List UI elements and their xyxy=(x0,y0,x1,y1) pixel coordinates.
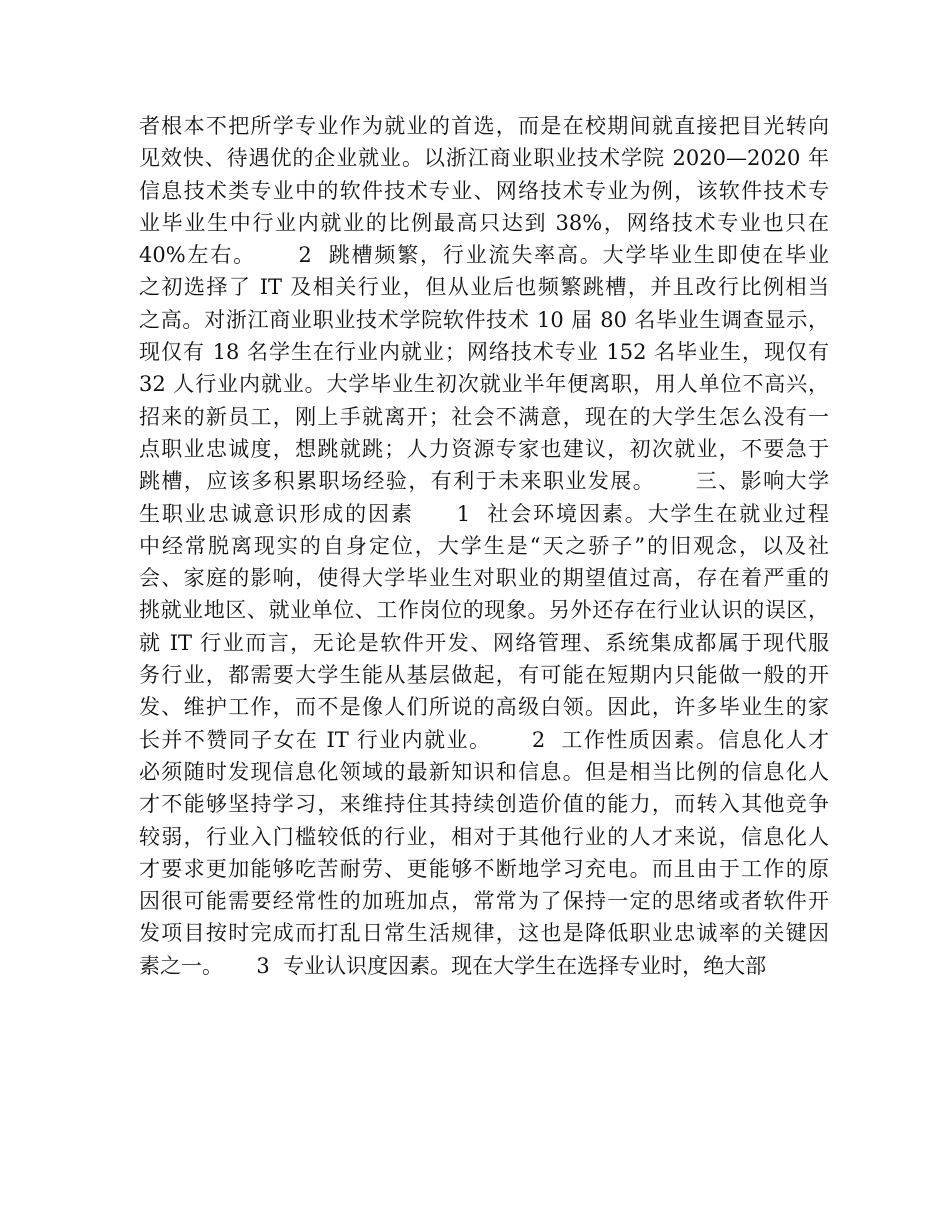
text-line: 因很可能需要经常性的加班加点，常常为了保持一定的思绪或者软件开 xyxy=(139,889,829,914)
text-line: 见效快、待遇优的企业就业。以浙江商业职业技术学院 2020—2020 年 xyxy=(139,146,829,171)
text-line: 素之一。 3 专业认识度因素。现在大学生在选择专业时，绝大部 xyxy=(139,953,767,978)
text-line: 中经常脱离现实的自身定位，大学生是“天之骄子”的旧观念，以及社 xyxy=(139,533,829,558)
text-line: 才要求更加能够吃苦耐劳、更能够不断地学习充电。而且由于工作的原 xyxy=(139,856,829,881)
text-line: 就 IT 行业而言，无论是软件开发、网络管理、系统集成都属于现代服 xyxy=(139,630,829,655)
text-line: 生职业忠诚意识形成的因素 1 社会环境因素。大学生在就业过程 xyxy=(139,501,829,526)
text-line: 会、家庭的影响，使得大学毕业生对职业的期望值过高，存在着严重的 xyxy=(139,566,829,591)
text-line: 发、维护工作，而不是像人们所说的高级白领。因此，许多毕业生的家 xyxy=(139,695,829,720)
text-line: 之初选择了 IT 及相关行业，但从业后也频繁跳槽，并且改行比例相当 xyxy=(139,275,829,300)
text-line: 必须随时发现信息化领域的最新知识和信息。但是相当比例的信息化人 xyxy=(139,759,829,784)
text-line: 发项目按时完成而打乱日常生活规律，这也是降低职业忠诚率的关键因 xyxy=(139,921,829,946)
text-line: 务行业，都需要大学生能从基层做起，有可能在短期内只能做一般的开 xyxy=(139,663,829,688)
text-line: 之高。对浙江商业职业技术学院软件技术 10 届 80 名毕业生调查显示， xyxy=(139,307,829,332)
text-line: 较弱，行业入门槛较低的行业，相对于其他行业的人才来说，信息化人 xyxy=(139,824,829,849)
text-line: 40%左右。 2 跳槽频繁，行业流失率高。大学毕业生即使在毕业 xyxy=(139,243,829,268)
body-text xyxy=(139,110,829,982)
text-line: 点职业忠诚度，想跳就跳；人力资源专家也建议，初次就业，不要急于 xyxy=(139,436,829,461)
text-line: 现仅有 18 名学生在行业内就业；网络技术专业 152 名毕业生，现仅有 xyxy=(139,340,829,365)
text-line: 跳槽，应该多积累职场经验，有利于未来职业发展。 三、影响大学 xyxy=(139,469,829,494)
text-line: 32 人行业内就业。大学毕业生初次就业半年便离职，用人单位不高兴， xyxy=(139,372,829,397)
text-line: 长并不赞同子女在 IT 行业内就业。 2 工作性质因素。信息化人才 xyxy=(139,727,829,752)
text-line: 者根本不把所学专业作为就业的首选，而是在校期间就直接把目光转向 xyxy=(139,114,829,138)
text-line: 挑就业地区、就业单位、工作岗位的现象。另外还存在行业认识的误区， xyxy=(139,598,829,623)
text-line: 招来的新员工，刚上手就离开；社会不满意，现在的大学生怎么没有一 xyxy=(139,404,829,429)
text-line: 才不能够坚持学习，来维持住其持续创造价值的能力，而转入其他竞争 xyxy=(139,792,829,817)
text-line: 业毕业生中行业内就业的比例最高只达到 38%，网络技术专业也只在 xyxy=(139,210,829,235)
text-line: 信息技术类专业中的软件技术专业、网络技术专业为例，该软件技术专 xyxy=(139,178,829,203)
